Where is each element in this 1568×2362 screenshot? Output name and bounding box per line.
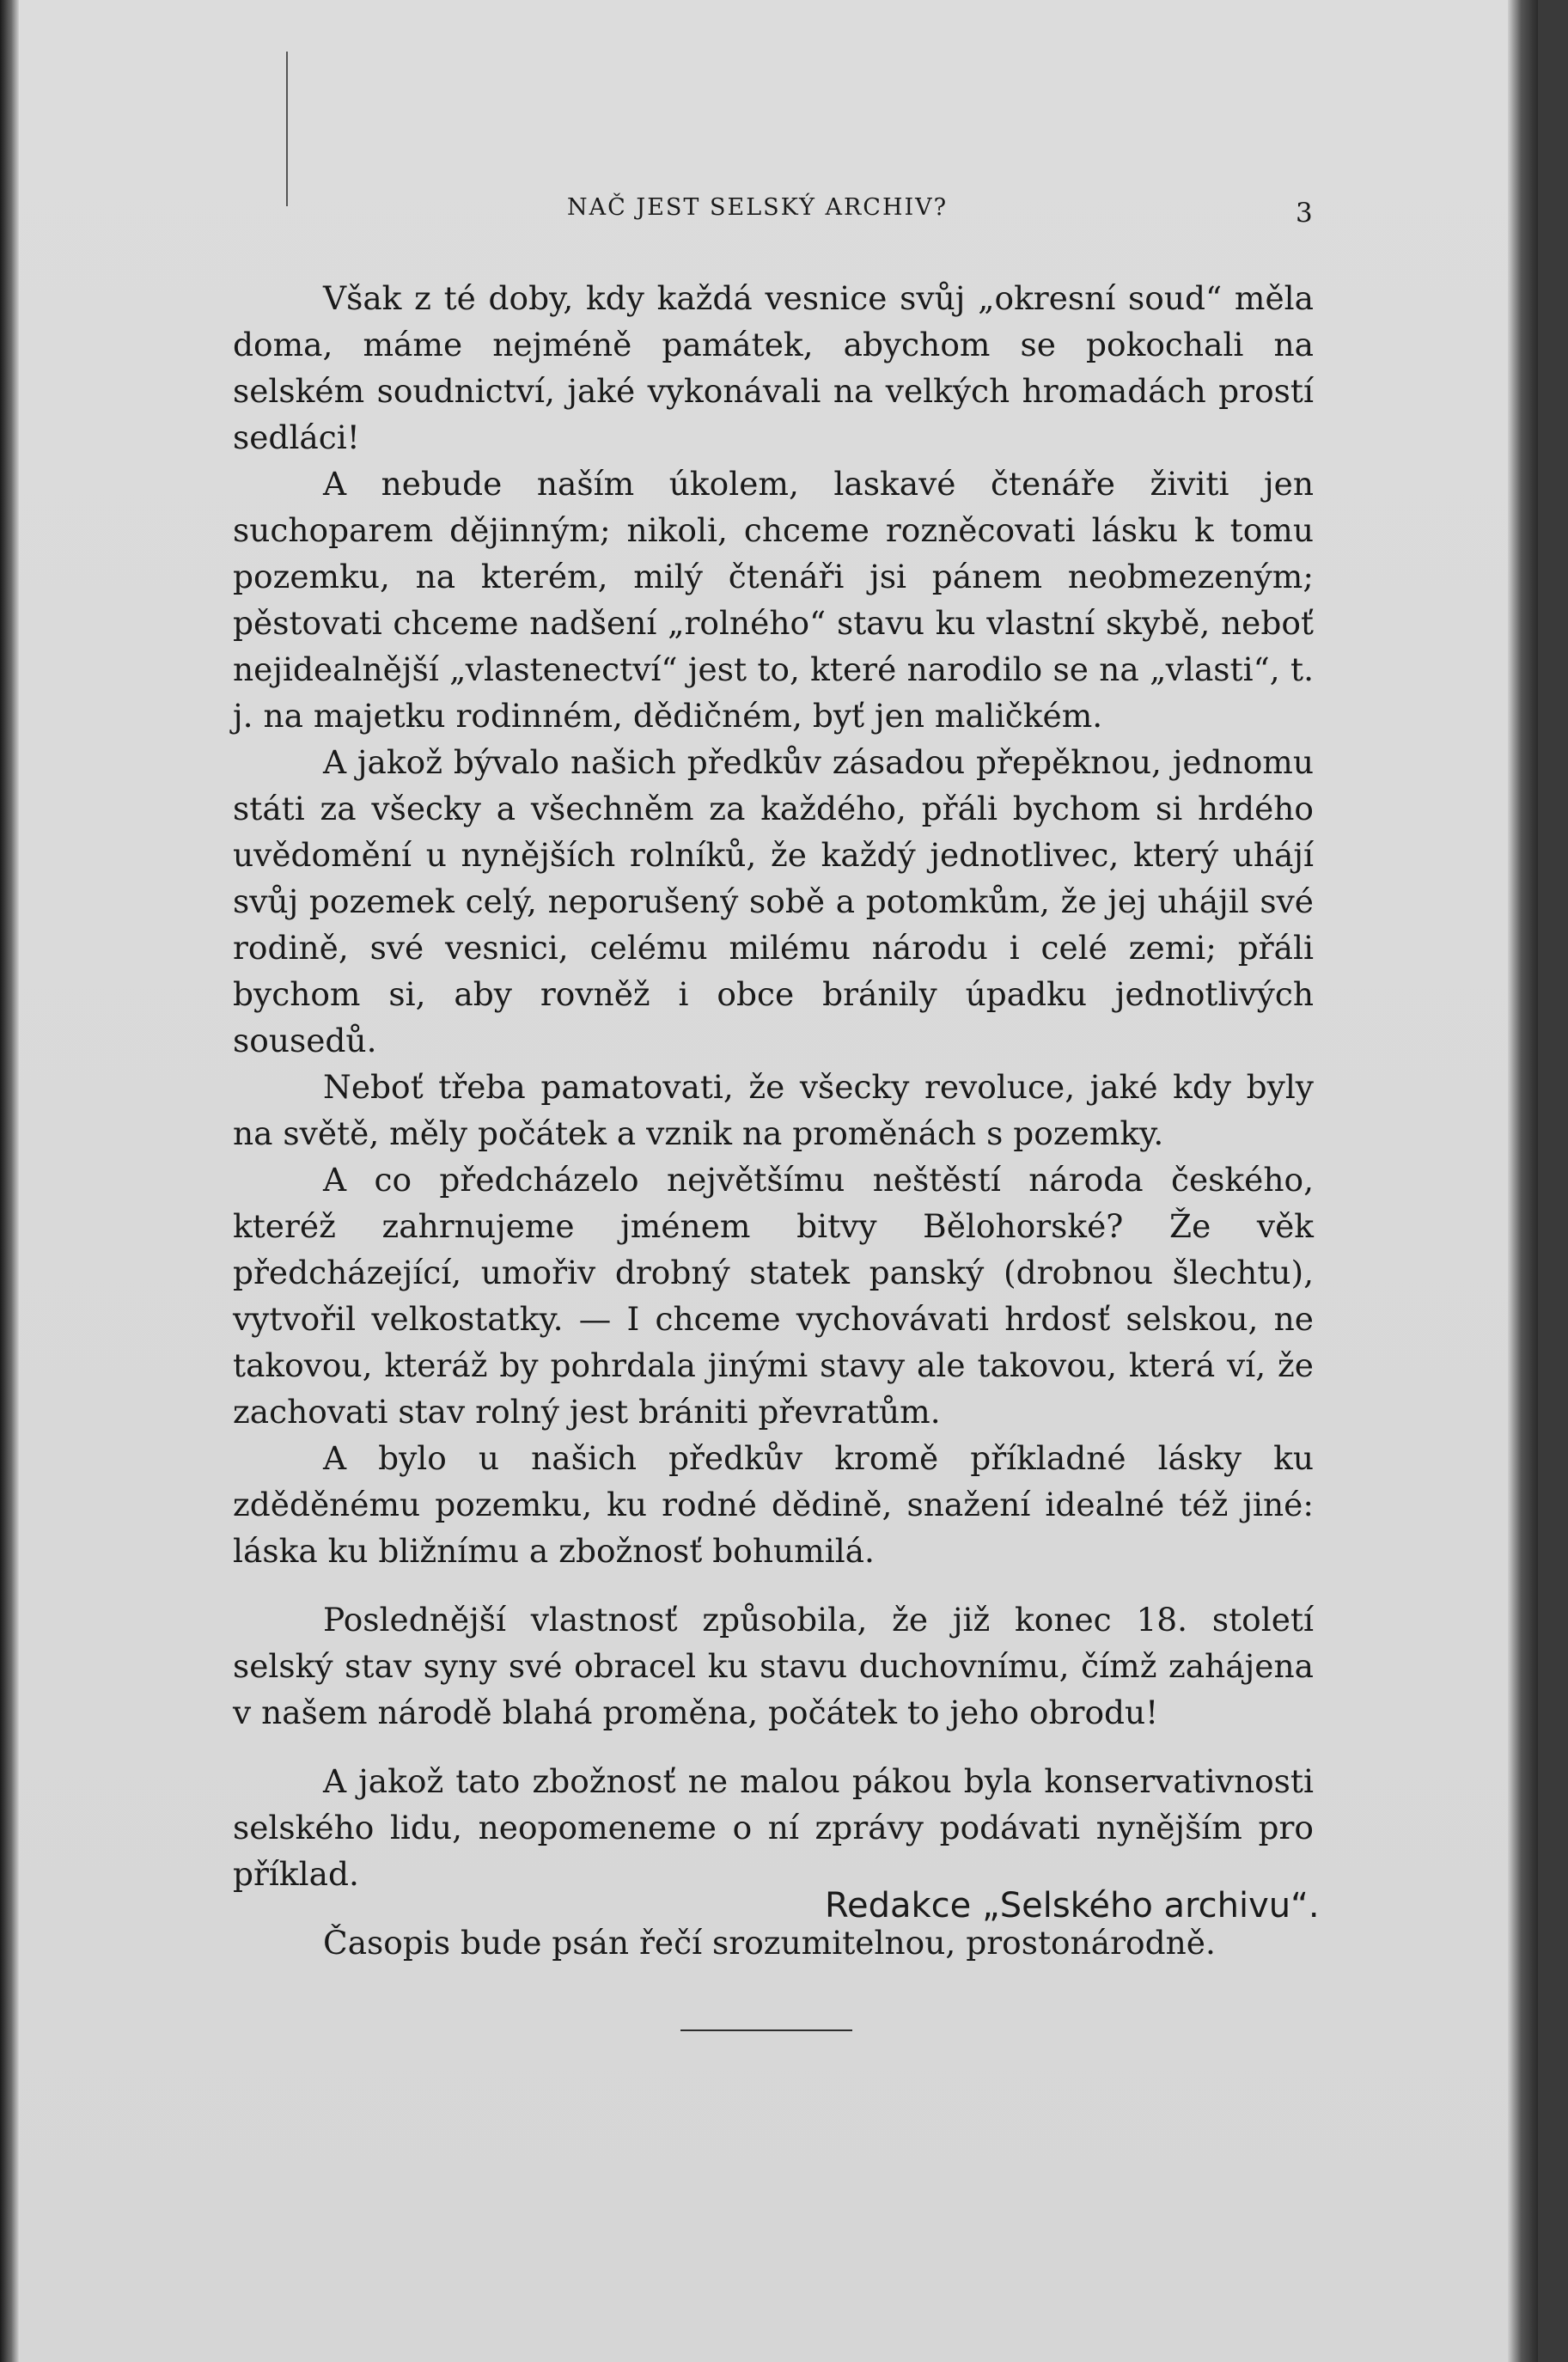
paragraph-5: A co předcházelo největšímu neštěstí národa českého, kteréž zahrnujeme jménem bitvy Bělohorské? Že věk předcházející, umořiv drobný statek panský (drobnou šlechtu), vytvořil velkostatky. — I chceme vychovávati hrdosť selskou, ne takovou, kteráž by pohrdala jinými stavy ale takovou, která ví, že zachovati stav rolný jest brániti převratům. <box>233 1161 1314 1431</box>
paragraph-4: Neboť třeba pamatovati, že všecky revoluce, jaké kdy byly na světě, měly počátek a vznik na proměnách s pozemky. <box>233 1068 1314 1152</box>
paragraph-2: A nebude naším úkolem, laskavé čtenáře živiti jen suchoparem dějinným; nikoli, chceme rozněcovati lásku k tomu pozemku, na kterém, milý čtenáři jsi pánem neobmezeným; pěstovati chceme nadšení „rolného“ stavu ku vlastní skybě, neboť nejidealnější „vlastenectví“ jest to, které narodilo se na „vlasti“, t. j. na majetku rodinném, dědičném, byť jen maličkém. <box>233 465 1314 735</box>
body-text <box>233 275 1314 1966</box>
signature: Redakce „Selského archivu“. <box>825 1886 1320 1926</box>
page-binding-shadow <box>0 0 19 2362</box>
paragraph-9: Časopis bude psán řečí srozumitelnou, prostonárodně. <box>323 1924 1216 1962</box>
paragraph-6: A bylo u našich předkův kromě příkladné lásky ku zděděnému pozemku, ku rodné dědině, snažení idealné též jiné: láska ku bližnímu a zbožnosť bohumilá. <box>233 1439 1314 1570</box>
closing-rule <box>680 2029 852 2031</box>
page-edge-shadow <box>1508 0 1538 2362</box>
running-head <box>0 194 1538 232</box>
running-head-title: NAČ JEST SELSKÝ ARCHIV? <box>567 194 949 221</box>
paragraph-1: Však z té doby, kdy každá vesnice svůj „okresní soud“ měla doma, máme nejméně památek, abychom se pokochali na selském soudnictví, jaké vykonávali na velkých hromadách prostí sedláci! <box>233 279 1314 456</box>
paragraph-3: A jakož bývalo našich předkův zásadou přepěknou, jednomu státi za všecky a všechněm za každého, přáli bychom si hrdého uvědomění u nynějších rolníků, že každý jednotlivec, který uhájí svůj pozemek celý, neporušený sobě a potomkům, že jej uhájil své rodině, své vesnici, celému milému národu i celé zemi; přáli bychom si, aby rovněž i obce bránily úpadku jednotlivých sousedů. <box>233 743 1314 1059</box>
page-number: 3 <box>1296 198 1315 229</box>
paragraph-7: Poslednější vlastnosť způsobila, že již konec 18. století selský stav syny své obracel ku stavu duchovnímu, čímž zahájena v našem národě blahá proměna, počátek to jeho obrodu! <box>233 1601 1314 1731</box>
paragraph-8: A jakož tato zbožnosť ne malou pákou byla konservativnosti selského lidu, neopomeneme o ní zprávy podávati nynějším pro příklad. <box>233 1762 1314 1893</box>
margin-mark <box>286 52 288 206</box>
